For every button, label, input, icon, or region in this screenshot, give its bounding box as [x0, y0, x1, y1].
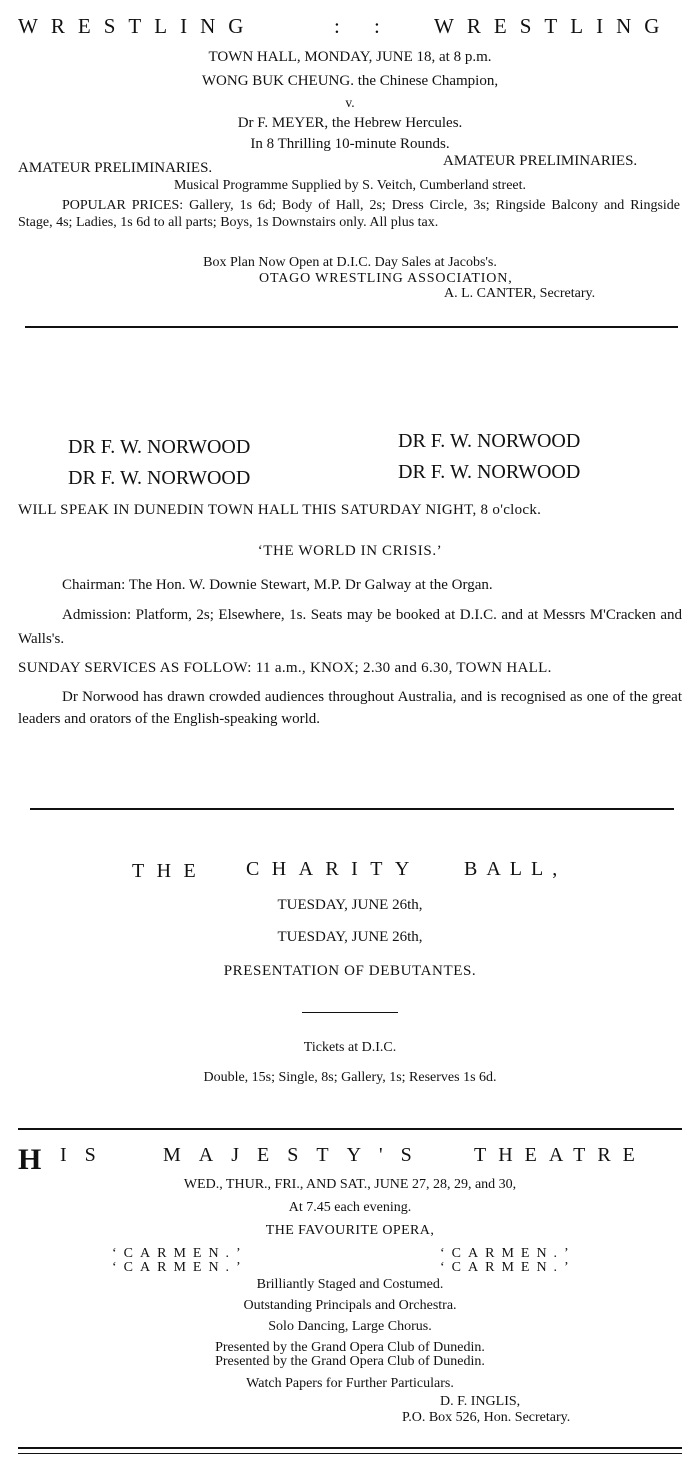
wrestling-venue: TOWN HALL, MONDAY, JUNE 18, at 8 p.m. [208, 49, 492, 65]
wrestling-fighter-2: Dr F. MEYER, the Hebrew Hercules. [237, 115, 463, 131]
charity-presentation: PRESENTATION OF DEBUTANTES. [223, 963, 477, 979]
theatre-carmen: ‘CARMEN.’ [440, 1246, 576, 1261]
theatre-advert [0, 1132, 700, 1452]
theatre-presented: Presented by the Grand Opera Club of Dunedin. [215, 1354, 485, 1369]
wrestling-box-plan: Box Plan Now Open at D.I.C. Day Sales at Jacobs's. [203, 255, 497, 270]
charity-tickets: Tickets at D.I.C. [303, 1040, 397, 1055]
theatre-staged: Brilliantly Staged and Costumed. [256, 1277, 444, 1292]
wrestling-music: Musical Programme Supplied by S. Veitch, Cumberland street. [173, 178, 527, 193]
theatre-carmen: ‘CARMEN.’ [112, 1260, 248, 1275]
theatre-presented: Presented by the Grand Opera Club of Dunedin. [215, 1340, 485, 1355]
divider-rule [18, 1128, 682, 1130]
norwood-name: DR F. W. NORWOOD [398, 430, 581, 452]
divider-rule [18, 1447, 682, 1449]
theatre-title-is: IS [60, 1144, 114, 1166]
charity-date: TUESDAY, JUNE 26th, [277, 929, 423, 945]
norwood-admission: Admission: Platform, 2s; Elsewhere, 1s. Seats may be booked at D.I.C. and at Messrs M'Cracken and Walls's. [18, 607, 682, 647]
norwood-topic: ‘THE WORLD IN CRISIS.’ [257, 543, 443, 559]
theatre-title-drop-cap: H [18, 1143, 42, 1176]
wrestling-prices: POPULAR PRICES: Gallery, 1s 6d; Body of Hall, 2s; Dress Circle, 3s; Ringside Balcony and Ringside Stage, 4s; Ladies, 1s 6d to all parts; Boys, 1s Downstairs only. All plus tax. [18, 198, 680, 230]
norwood-name: DR F. W. NORWOOD [398, 461, 581, 483]
theatre-carmen: ‘CARMEN.’ [112, 1246, 248, 1261]
wrestling-title-left: WRESTLING [18, 14, 257, 38]
wrestling-fighter-1: WONG BUK CHEUNG. the Chinese Champion, [201, 73, 499, 89]
norwood-name: DR F. W. NORWOOD [68, 467, 251, 489]
wrestling-prelim-right: AMATEUR PRELIMINARIES. [443, 153, 638, 169]
wrestling-association: OTAGO WRESTLING ASSOCIATION, [259, 271, 513, 286]
wrestling-title-colon: : [334, 14, 353, 38]
theatre-carmen: ‘CARMEN.’ [440, 1260, 576, 1275]
charity-title-ball: BALL, [464, 858, 567, 880]
divider-rule [30, 808, 674, 810]
norwood-bio: Dr Norwood has drawn crowded audiences throughout Australia, and is recognised as one of the great leaders and orators of the English-speaking world. [18, 689, 682, 727]
theatre-pobox: P.O. Box 526, Hon. Secretary. [402, 1410, 571, 1425]
wrestling-prelim-left: AMATEUR PRELIMINARIES. [18, 160, 213, 176]
norwood-speak: WILL SPEAK IN DUNEDIN TOWN HALL THIS SATURDAY NIGHT, 8 o'clock. [18, 502, 542, 518]
divider-rule [25, 326, 678, 328]
theatre-title-theatre: THEATRE [474, 1144, 647, 1166]
norwood-advert [0, 340, 700, 800]
theatre-dancing: Solo Dancing, Large Chorus. [268, 1319, 432, 1334]
charity-title-charity: CHARITY [246, 858, 422, 880]
norwood-name: DR F. W. NORWOOD [68, 436, 251, 458]
theatre-title-majestys: MAJESTY'S [163, 1144, 430, 1166]
theatre-inglis: D. F. INGLIS, [440, 1394, 521, 1409]
charity-date: TUESDAY, JUNE 26th, [277, 897, 423, 913]
charity-ball-advert [0, 820, 700, 1100]
theatre-principals: Outstanding Principals and Orchestra. [243, 1298, 457, 1313]
short-rule [302, 1012, 398, 1013]
theatre-watch: Watch Papers for Further Particulars. [246, 1376, 454, 1391]
theatre-dates: WED., THUR., FRI., AND SAT., JUNE 27, 28, 29, and 30, [183, 1177, 517, 1192]
charity-title-the: THE [132, 860, 209, 882]
theatre-time: At 7.45 each evening. [288, 1200, 412, 1215]
charity-prices: Double, 15s; Single, 8s; Gallery, 1s; Reserves 1s 6d. [203, 1070, 497, 1085]
norwood-sunday: SUNDAY SERVICES AS FOLLOW: 11 a.m., KNOX; 2.30 and 6.30, TOWN HALL. [18, 660, 552, 676]
wrestling-advert [0, 0, 700, 300]
wrestling-secretary: A. L. CANTER, Secretary. [444, 286, 596, 301]
wrestling-versus: v. [345, 95, 355, 110]
wrestling-title-right: WRESTLING [434, 14, 673, 38]
norwood-chairman: Chairman: The Hon. W. Downie Stewart, M.P. Dr Galway at the Organ. [62, 577, 493, 593]
wrestling-rounds: In 8 Thrilling 10-minute Rounds. [250, 136, 450, 152]
divider-rule [18, 1453, 682, 1454]
theatre-favourite: THE FAVOURITE OPERA, [265, 1223, 435, 1238]
wrestling-title-colon: : [374, 14, 393, 38]
